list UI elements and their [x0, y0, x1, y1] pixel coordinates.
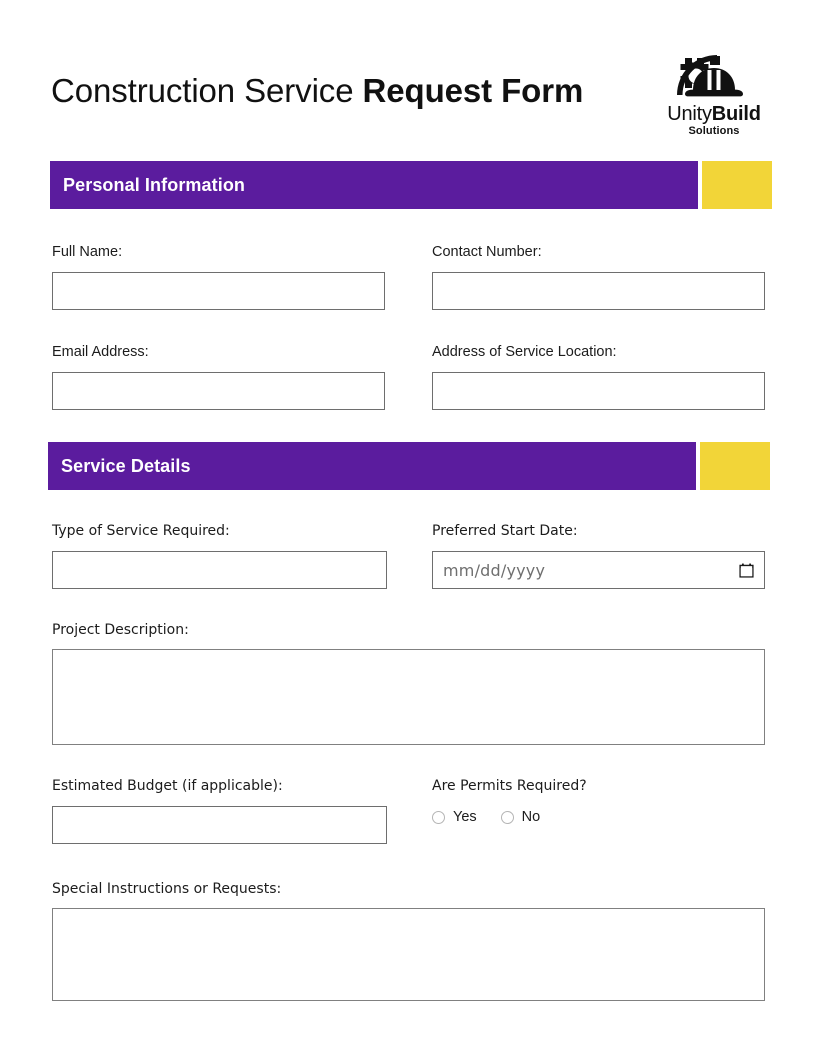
input-project-description[interactable]	[52, 649, 765, 745]
label-email-address: Email Address:	[52, 344, 149, 360]
page-header	[0, 0, 816, 155]
input-email-address[interactable]	[52, 372, 385, 410]
logo-name-regular: Unity	[667, 103, 712, 125]
label-preferred-start-date: Preferred Start Date:	[432, 523, 578, 539]
radio-option-no[interactable]	[501, 809, 541, 826]
input-type-of-service[interactable]	[52, 551, 387, 589]
logo-name-bold: Build	[711, 103, 761, 125]
radio-group-permits-required	[432, 809, 564, 826]
radio-label-yes: Yes	[453, 809, 477, 825]
date-placeholder-text: mm/dd/yyyy	[443, 560, 546, 580]
company-logo	[655, 50, 773, 142]
label-project-description: Project Description:	[52, 622, 189, 638]
section-title: Personal Information	[63, 175, 246, 195]
section-header-personal-information	[50, 161, 768, 209]
input-estimated-budget[interactable]	[52, 806, 387, 844]
label-permits-required: Are Permits Required?	[432, 778, 587, 794]
input-special-instructions[interactable]	[52, 908, 765, 1001]
label-type-of-service: Type of Service Required:	[52, 523, 230, 539]
input-contact-number[interactable]	[432, 272, 765, 310]
label-contact-number: Contact Number:	[432, 244, 542, 260]
page-title	[51, 74, 583, 107]
radio-circle-yes[interactable]	[432, 811, 445, 824]
radio-label-no: No	[521, 809, 541, 825]
page-title-bold: Request Form	[362, 72, 584, 109]
section-accent-block	[702, 161, 772, 209]
label-estimated-budget: Estimated Budget (if applicable):	[52, 778, 283, 794]
input-preferred-start-date[interactable]	[432, 551, 765, 589]
logo-subtitle: Solutions	[688, 125, 740, 137]
input-service-location-address[interactable]	[432, 372, 765, 410]
label-special-instructions: Special Instructions or Requests:	[52, 881, 282, 897]
label-service-location-address: Address of Service Location:	[432, 344, 617, 360]
radio-circle-no[interactable]	[501, 811, 514, 824]
input-full-name[interactable]	[52, 272, 385, 310]
calendar-icon[interactable]	[739, 563, 754, 578]
logo-wordmark	[655, 104, 773, 125]
page-title-regular: Construction Service	[51, 72, 363, 109]
radio-option-yes[interactable]	[432, 809, 477, 826]
section-title: Service Details	[61, 456, 191, 476]
section-accent-block	[700, 442, 770, 490]
label-full-name: Full Name:	[52, 244, 123, 260]
hard-hat-gear-icon	[655, 50, 773, 102]
section-header-service-details	[48, 442, 766, 490]
